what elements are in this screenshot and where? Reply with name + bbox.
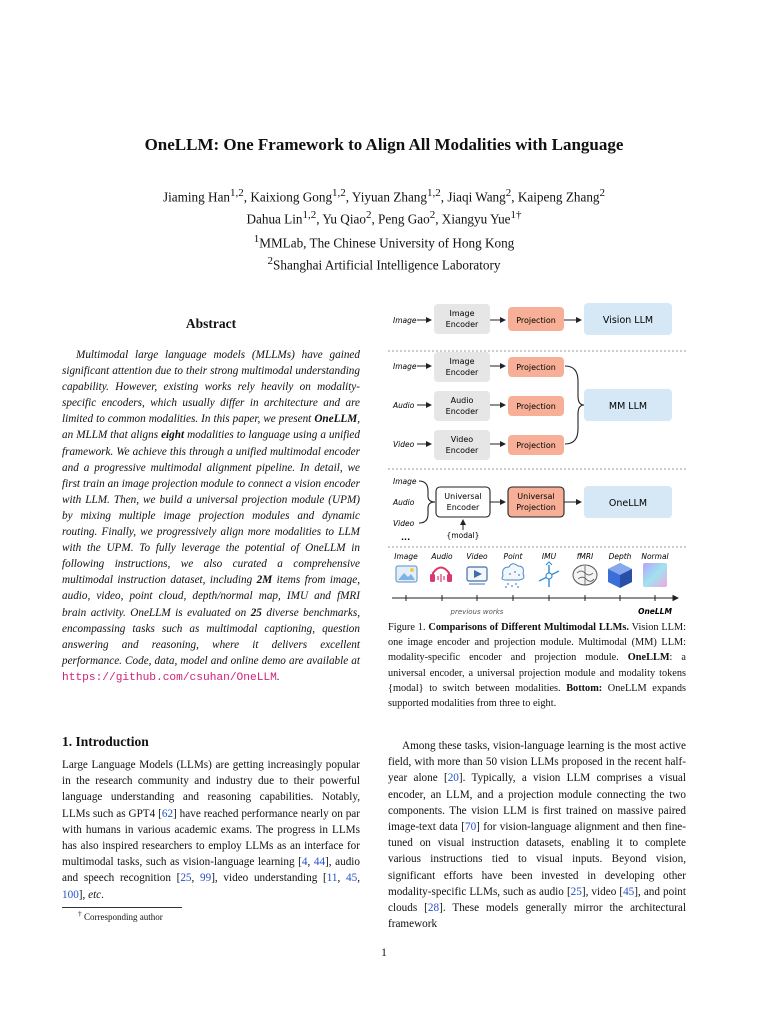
row1-input-label: Image [393,316,417,325]
depth-cube-icon [608,563,632,588]
abstract-emphasis: eight [161,429,185,442]
footnote-rule [62,907,182,908]
intro-text: ] [581,885,586,898]
affiliation-2 [0,252,768,274]
intro-text: ] [211,872,215,885]
row3-image-input: Image [393,477,417,486]
modality-label-point: Point [503,552,523,561]
intro-text: , video understanding [214,872,324,885]
intro-text: . Typically, a vision LLM comprises a visual encoder, an LLM, and a projection module connecting the two components. The vision LLM is first trained on massive paired image-text data [388,772,686,834]
row3-audio-input: Audio [393,498,415,507]
citation-link[interactable]: 100 [62,888,79,901]
citation-link[interactable]: 25 [570,885,582,898]
author-separator: , [371,211,379,227]
row3-video-input: Video [393,519,415,528]
onellm-box-label: OneLLM [608,498,648,509]
figure-1-caption [388,620,686,711]
intro-text: etc [88,888,102,901]
footnote-mark: † [78,909,82,918]
intro-text: [ [461,821,465,834]
abstract-emphasis: 25 [250,606,262,619]
intro-text: [ [619,885,624,898]
intro-text: have reached performance nearly on par with humans in various academic exams. The progress in LLMs has also inspired researchers to employ LLMs as an interface for multimodal tasks, such as vision-language learning [62,807,361,869]
row1-encoder-line2: Encoder [445,320,479,329]
modality-labels [394,552,669,561]
normal-map-icon [643,563,667,587]
intro-text: ] [439,902,443,915]
citation-link[interactable]: 11 [326,872,338,885]
author-affiliation-mark: 1,2 [230,187,244,199]
author-affiliation-mark: 2 [599,187,606,199]
intro-text: , and point clouds [388,885,687,915]
intro-text: , [337,872,347,885]
caption-text: Figure 1. [388,622,429,633]
video-icon [467,567,487,584]
intro-text: , audio and speech recognition [62,856,360,885]
citation-link[interactable]: 45 [346,872,358,885]
author-line-1 [0,184,768,206]
universal-encoder-line2: Encoder [446,503,480,512]
intro-text: [ [298,856,302,869]
author-separator: , [316,211,323,227]
row2-video-encoder-line1: Video [450,435,474,444]
row2-video-input: Video [393,440,415,449]
author-name: Yu Qiao [322,211,366,227]
fmri-brain-icon [573,565,597,585]
modal-token-label: {modal} [446,531,480,540]
abstract-text: , an MLLM that aligns [62,413,360,442]
abstract-text: diverse benchmarks, encompassing tasks such as multimodal captioning, question answering and reasoning, where it delivers excellent performance. Code, data, model and online demo are available at [62,606,360,667]
citation-link[interactable]: 62 [161,807,174,820]
modality-label-image: Image [394,552,418,561]
affiliation-1 [0,230,768,252]
abstract-text: Multimodal large language models (MLLMs) have gained significant attention due to their strong multimodal understanding capability. However, existing works rely heavily on modality-specific encoders, which usually differ in architecture and are limited to common modalities. In this paper, we present [62,349,360,426]
mm-llm-label: MM LLM [608,401,648,412]
author-separator: , [511,189,518,205]
intro-text: [ [176,872,181,885]
modality-label-audio: Audio [431,552,453,561]
vision-llm-label: Vision LLM [602,315,654,326]
author-name: Peng Gao [378,211,430,227]
row2-image-branch [393,352,564,382]
author-affiliation-mark: 2 [365,209,372,222]
footnote [78,909,163,922]
caption-text: : a universal encoder, a universal projection module and modality tokens {modal} to switch between modalities. [388,652,686,694]
timeline-onellm: OneLLM [638,607,672,616]
timeline-previous-works: previous works [450,608,504,616]
author-name: Kaixiong Gong [250,189,333,205]
citation-link[interactable]: 99 [200,872,212,885]
citation-link[interactable]: 20 [447,772,459,785]
abstract-text: items from image, audio, video, point cloud, depth/normal map, IMU and fMRI brain activity. OneLLM is evaluated on [62,574,360,619]
modality-label-depth: Depth [608,552,632,561]
affiliation-1-mark: 1 [253,233,260,245]
row2-video-projection-label: Projection [516,441,556,450]
intro-text: Large Language Models (LLMs) are getting increasingly popular in the research community and industry due to their powerful language understanding and reasoning capabilities. Notably, LLMs such as GPT4 [62,759,360,820]
paper-title: OneLLM: One Framework to Align All Modalities with Language [144,135,624,154]
abstract-emphasis: 2M [256,574,273,587]
caption-text: OneLLM expands supported modalities from three to eight. [388,682,687,710]
row2-image-encoder-line1: Image [449,357,475,366]
caption-bold: Bottom: [566,682,603,694]
intro-text: . These models generally mirror the architectural framework [388,902,686,931]
intro-text: . [101,888,104,901]
modality-label-normal: Normal [641,552,669,561]
author-name: Yiyuan Zhang [351,189,427,205]
abstract-text: modalities to language using a unified framework. We achieve this through a unified multimodal encoder and a progressive multimodal alignment pipeline. In detail, we first train an image projection module to connect a vision encoder with LLM. Then, we build a universal projection module (UPM) by mixing multiple image projection modules and dynamic routing. Finally, we progressively align more modalities to LLM with the UPM. To fully leverage the potential of OneLLM in following instructions, we also curated a comprehensive multimodal instruction dataset, including [62,429,360,587]
intro-text: ] [634,885,638,898]
affiliation-1-text: MMLab, The Chinese University of Hong Kong [259,235,515,251]
citation-link[interactable]: 28 [427,902,440,915]
introduction-left-column [62,757,360,903]
citation-link[interactable]: 25 [180,872,192,885]
author-affiliation-mark: 2 [429,209,436,222]
author-affiliation-mark: 1† [510,209,522,222]
modality-label-video: Video [466,552,488,561]
introduction-heading: 1. Introduction [62,734,149,749]
author-affiliation-mark: 2 [505,187,512,199]
intro-text: , [357,872,360,885]
author-name: Kaipeng Zhang [517,189,600,205]
intro-text: for vision-language alignment and then fine-tuned on visual instruction datasets, enabling it to complete various instructions tied to visual inputs. Beyond vision, significant efforts have been invested in developing other modality-specific LLMs, such as audio [388,821,686,898]
author-separator: , [435,211,442,227]
row2-audio-input: Audio [393,401,415,410]
point-cloud-icon [502,564,524,588]
intro-text: [ [424,902,428,915]
abstract-emphasis: OneLLM [314,413,358,426]
caption-bold: OneLLM [627,652,670,664]
author-name: Dahua Lin [246,211,303,227]
intro-text: , video [585,885,620,898]
author-line-2 [0,206,768,228]
modality-label-imu: IMU [541,552,557,561]
author-separator: , [243,189,251,205]
abstract-body [62,347,360,686]
citation-link[interactable]: 45 [623,885,635,898]
imu-icon [539,562,559,587]
caption-bold: Comparisons of Different Multimodal LLMs. [428,622,629,633]
row2-image-input: Image [393,362,417,371]
row3-more-inputs: ... [401,533,411,542]
intro-text: , [191,872,200,885]
image-icon [396,566,417,582]
author-name: Jiaqi Wang [447,189,506,205]
intro-text: [ [323,872,327,885]
intro-text: ] [458,772,463,785]
row1-projection-label: Projection [516,316,556,325]
author-affiliation-mark: 1,2 [302,209,317,222]
row2-audio-projection-label: Projection [516,402,556,411]
row2-video-branch [393,430,564,460]
page-number: 1 [381,947,387,959]
intro-text: Among these tasks, vision-language learning is the most active field, with more than 50 vision LLMs proposed in the recent half-year alone [388,740,686,785]
intro-text: [ [443,772,448,785]
footnote-text: Corresponding author [84,912,163,922]
row2-audio-encoder-line2: Encoder [445,407,479,416]
citation-link[interactable]: 70 [464,821,477,834]
abstract-heading: Abstract [185,316,237,331]
modality-label-fmri: fMRI [576,552,594,561]
intro-text: , [307,856,314,869]
intro-text: ] [78,888,83,901]
audio-icon [430,568,452,583]
row2-audio-encoder-line1: Audio [450,396,474,405]
row2-image-encoder-line2: Encoder [445,368,479,377]
abstract-end: . [276,670,280,683]
intro-text: ] [325,856,329,869]
intro-text: ] [476,821,480,834]
intro-text: ] [173,807,177,820]
author-affiliation-mark: 1,2 [332,187,346,199]
author-name: Jiaming Han [162,189,231,205]
introduction-right-column [388,738,686,932]
intro-text: , [82,888,89,901]
citation-link[interactable]: 44 [313,856,326,869]
abstract-code-link[interactable]: https://github.com/csuhan/OneLLM [62,671,277,684]
author-list [0,184,768,229]
universal-projection-line1: Universal [517,492,555,501]
intro-text: [ [158,807,162,820]
figure-1-diagram [388,296,686,620]
affiliation-2-mark: 2 [267,255,274,268]
citation-link[interactable]: 4 [301,856,308,869]
author-separator: , [345,189,352,205]
row2-audio-branch [392,391,564,421]
affiliations [0,230,768,275]
intro-text: [ [566,885,571,898]
row1-encoder-line1: Image [449,309,475,318]
caption-text: Vision LLM: one image encoder and projection module. Multimodal (MM) LLM: modality-specific encoder and projection module. [388,622,686,664]
author-name: Xiangyu Yue [441,211,511,227]
universal-encoder-line1: Universal [444,492,482,501]
universal-projection-line2: Projection [516,503,556,512]
affiliation-2-text: Shanghai Artificial Intelligence Laboratory [273,257,501,273]
author-separator: , [440,189,448,205]
row2-image-projection-label: Projection [516,363,556,372]
author-affiliation-mark: 1,2 [427,187,441,199]
row2-video-encoder-line2: Encoder [445,446,479,455]
